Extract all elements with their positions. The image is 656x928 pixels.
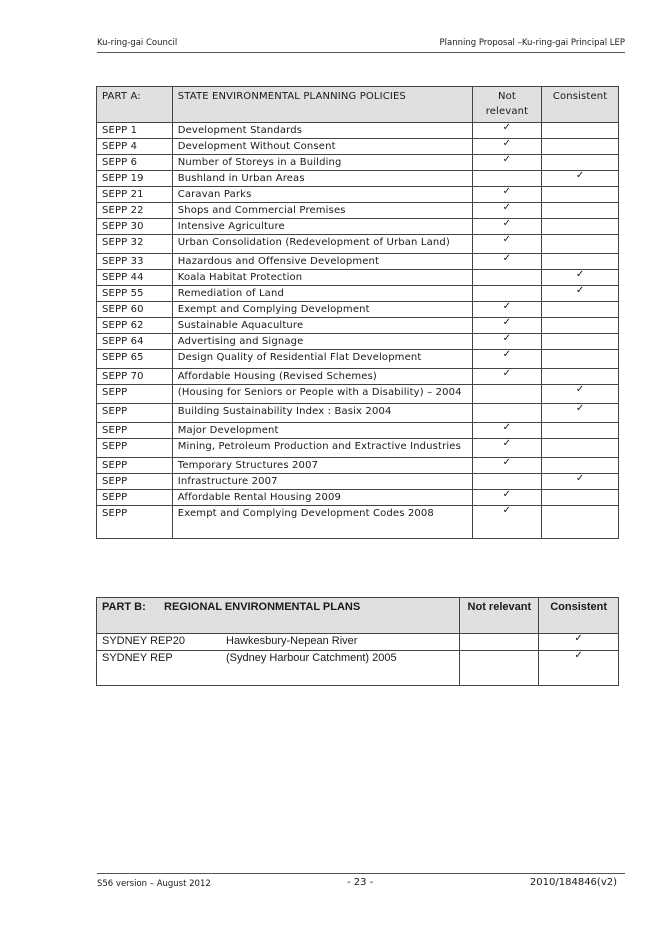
policy-code: SEPP [97,423,173,439]
check-icon: ✓ [502,505,512,516]
not-relevant-cell [472,155,541,171]
table-row [97,458,619,474]
footer-document-id: 2010/184846(v2) [529,877,617,888]
consistent-cell [542,286,619,302]
table-row [97,404,619,423]
table-row [97,490,619,506]
header-document-title: Planning Proposal –Ku-ring-gai Principal LEP [439,38,625,48]
policy-name: Exempt and Complying Development Codes 2008 [172,506,472,539]
check-icon: ✓ [575,285,585,296]
policy-code: SEPP 1 [97,123,173,139]
policy-code: SEPP 64 [97,334,173,350]
consistent-cell [542,318,619,334]
page-number: - 23 - [347,877,374,888]
table-row [97,350,619,369]
table-row [97,286,619,302]
policy-name: Exempt and Complying Development [172,302,472,318]
consistent-cell [542,458,619,474]
part-b-table [96,597,619,686]
consistent-cell [542,187,619,203]
not-relevant-cell [472,270,541,286]
policy-code: SEPP 22 [97,203,173,219]
not-relevant-cell [460,634,539,651]
policy-name: Intensive Agriculture [172,219,472,235]
consistent-cell [542,385,619,404]
part-a-header-row [97,87,619,123]
part-a-label: PART A: [97,87,173,123]
policy-name: Bushland in Urban Areas [172,171,472,187]
table-row [97,369,619,385]
part-b-label: PART B: [102,601,146,613]
not-relevant-cell [472,318,541,334]
check-icon: ✓ [574,650,583,661]
plan-cell [97,651,460,686]
policy-name: Design Quality of Residential Flat Development [172,350,472,369]
policy-name: Temporary Structures 2007 [172,458,472,474]
not-relevant-cell [472,458,541,474]
consistent-cell [542,123,619,139]
policy-name: Major Development [172,423,472,439]
check-icon: ✓ [502,349,512,360]
consistent-cell [542,404,619,423]
table-row [97,506,619,539]
check-icon: ✓ [502,333,512,344]
table-row [97,318,619,334]
policy-code: SEPP [97,385,173,404]
table-row [97,634,619,651]
plan-name: Hawkesbury-Nepean River [226,635,358,647]
check-icon: ✓ [502,368,512,379]
policy-name: Infrastructure 2007 [172,474,472,490]
not-relevant-header [472,87,541,123]
check-icon: ✓ [502,457,512,468]
plan-code: SYDNEY REP20 [102,635,185,647]
consistent-cell [542,203,619,219]
policy-code: SEPP 32 [97,235,173,254]
header-council-name: Ku-ring-gai Council [97,38,178,48]
check-icon: ✓ [575,384,585,395]
check-icon: ✓ [502,138,512,149]
policy-name: Koala Habitat Protection [172,270,472,286]
table-row [97,474,619,490]
policy-code: SEPP 44 [97,270,173,286]
table-row [97,123,619,139]
check-icon: ✓ [502,301,512,312]
plan-cell [97,634,460,651]
policy-name: Development Standards [172,123,472,139]
policy-code: SEPP 60 [97,302,173,318]
policy-code: SEPP [97,474,173,490]
table-row [97,302,619,318]
consistent-cell [542,506,619,539]
not-relevant-cell [472,187,541,203]
check-icon: ✓ [502,317,512,328]
table-row [97,334,619,350]
consistent-cell [542,155,619,171]
policy-name: Urban Consolidation (Redevelopment of Urban Land) [172,235,472,254]
policy-code: SEPP 4 [97,139,173,155]
part-b-title: REGIONAL ENVIRONMENTAL PLANS [164,601,361,613]
consistent-cell [542,270,619,286]
not-relevant-cell [472,171,541,187]
consistent-cell [542,219,619,235]
consistent-cell [542,474,619,490]
table-row [97,651,619,686]
not-relevant-cell [472,286,541,302]
consistent-cell [542,334,619,350]
table-row [97,254,619,270]
consistent-cell [542,139,619,155]
table-row [97,219,619,235]
policy-code: SEPP 70 [97,369,173,385]
not-relevant-cell [472,235,541,254]
consistent-cell [542,171,619,187]
page-footer [97,873,625,892]
table-row [97,171,619,187]
policy-code: SEPP [97,506,173,539]
consistent-cell [542,423,619,439]
check-icon: ✓ [502,438,512,449]
check-icon: ✓ [502,154,512,165]
policy-code: SEPP 6 [97,155,173,171]
policy-name: (Housing for Seniors or People with a Disability) – 2004 [172,385,472,404]
consistent-cell [539,634,619,651]
check-icon: ✓ [502,234,512,245]
not-relevant-cell [472,254,541,270]
plan-code: SYDNEY REP [102,652,173,664]
not-relevant-cell [472,474,541,490]
not-relevant-header-line2: relevant [485,106,529,117]
not-relevant-cell [472,385,541,404]
table-row [97,187,619,203]
check-icon: ✓ [575,269,585,280]
table-row [97,155,619,171]
table-row [97,203,619,219]
policy-code: SEPP 55 [97,286,173,302]
table-row [97,270,619,286]
part-a-title: STATE ENVIRONMENTAL PLANNING POLICIES [172,87,472,123]
policy-code: SEPP 62 [97,318,173,334]
not-relevant-cell [472,203,541,219]
policy-code: SEPP 30 [97,219,173,235]
consistent-cell [542,490,619,506]
policy-name: Advertising and Signage [172,334,472,350]
not-relevant-cell [460,651,539,686]
not-relevant-header-line1: Not [497,91,516,102]
page-header [97,38,625,53]
policy-code: SEPP [97,404,173,423]
check-icon: ✓ [502,218,512,229]
table-row [97,139,619,155]
consistent-header: Consistent [542,87,619,123]
policy-name: Shops and Commercial Premises [172,203,472,219]
not-relevant-cell [472,369,541,385]
consistent-header: Consistent [539,598,619,634]
policy-name: Affordable Housing (Revised Schemes) [172,369,472,385]
part-a-table [96,86,619,539]
table-row [97,423,619,439]
check-icon: ✓ [575,473,585,484]
part-b-header-row [97,598,619,634]
not-relevant-cell [472,334,541,350]
table-row [97,439,619,458]
not-relevant-cell [472,302,541,318]
policy-code: SEPP 65 [97,350,173,369]
policy-name: Remediation of Land [172,286,472,302]
policy-code: SEPP [97,439,173,458]
not-relevant-header: Not relevant [460,598,539,634]
consistent-cell [542,235,619,254]
policy-name: Sustainable Aquaculture [172,318,472,334]
not-relevant-cell [472,423,541,439]
not-relevant-cell [472,490,541,506]
consistent-cell [542,369,619,385]
check-icon: ✓ [575,403,585,414]
not-relevant-cell [472,506,541,539]
policy-code: SEPP [97,458,173,474]
policy-name: Affordable Rental Housing 2009 [172,490,472,506]
consistent-cell [539,651,619,686]
policy-name: Number of Storeys in a Building [172,155,472,171]
policy-code: SEPP 33 [97,254,173,270]
consistent-cell [542,350,619,369]
consistent-cell [542,439,619,458]
part-b-title-cell [97,598,460,634]
table-row [97,385,619,404]
not-relevant-cell [472,439,541,458]
policy-name: Caravan Parks [172,187,472,203]
check-icon: ✓ [574,633,583,644]
check-icon: ✓ [502,253,512,264]
not-relevant-cell [472,404,541,423]
not-relevant-cell [472,123,541,139]
plan-name: (Sydney Harbour Catchment) 2005 [226,652,397,664]
check-icon: ✓ [575,170,585,181]
not-relevant-cell [472,139,541,155]
policy-name: Hazardous and Offensive Development [172,254,472,270]
policy-code: SEPP [97,490,173,506]
consistent-cell [542,254,619,270]
check-icon: ✓ [502,122,512,133]
table-row [97,235,619,254]
policy-code: SEPP 19 [97,171,173,187]
not-relevant-cell [472,219,541,235]
check-icon: ✓ [502,489,512,500]
policy-name: Mining, Petroleum Production and Extractive Industries [172,439,472,458]
check-icon: ✓ [502,186,512,197]
not-relevant-cell [472,350,541,369]
policy-code: SEPP 21 [97,187,173,203]
footer-version: S56 version – August 2012 [97,879,211,889]
policy-name: Development Without Consent [172,139,472,155]
check-icon: ✓ [502,422,512,433]
policy-name: Building Sustainability Index : Basix 2004 [172,404,472,423]
consistent-cell [542,302,619,318]
check-icon: ✓ [502,202,512,213]
